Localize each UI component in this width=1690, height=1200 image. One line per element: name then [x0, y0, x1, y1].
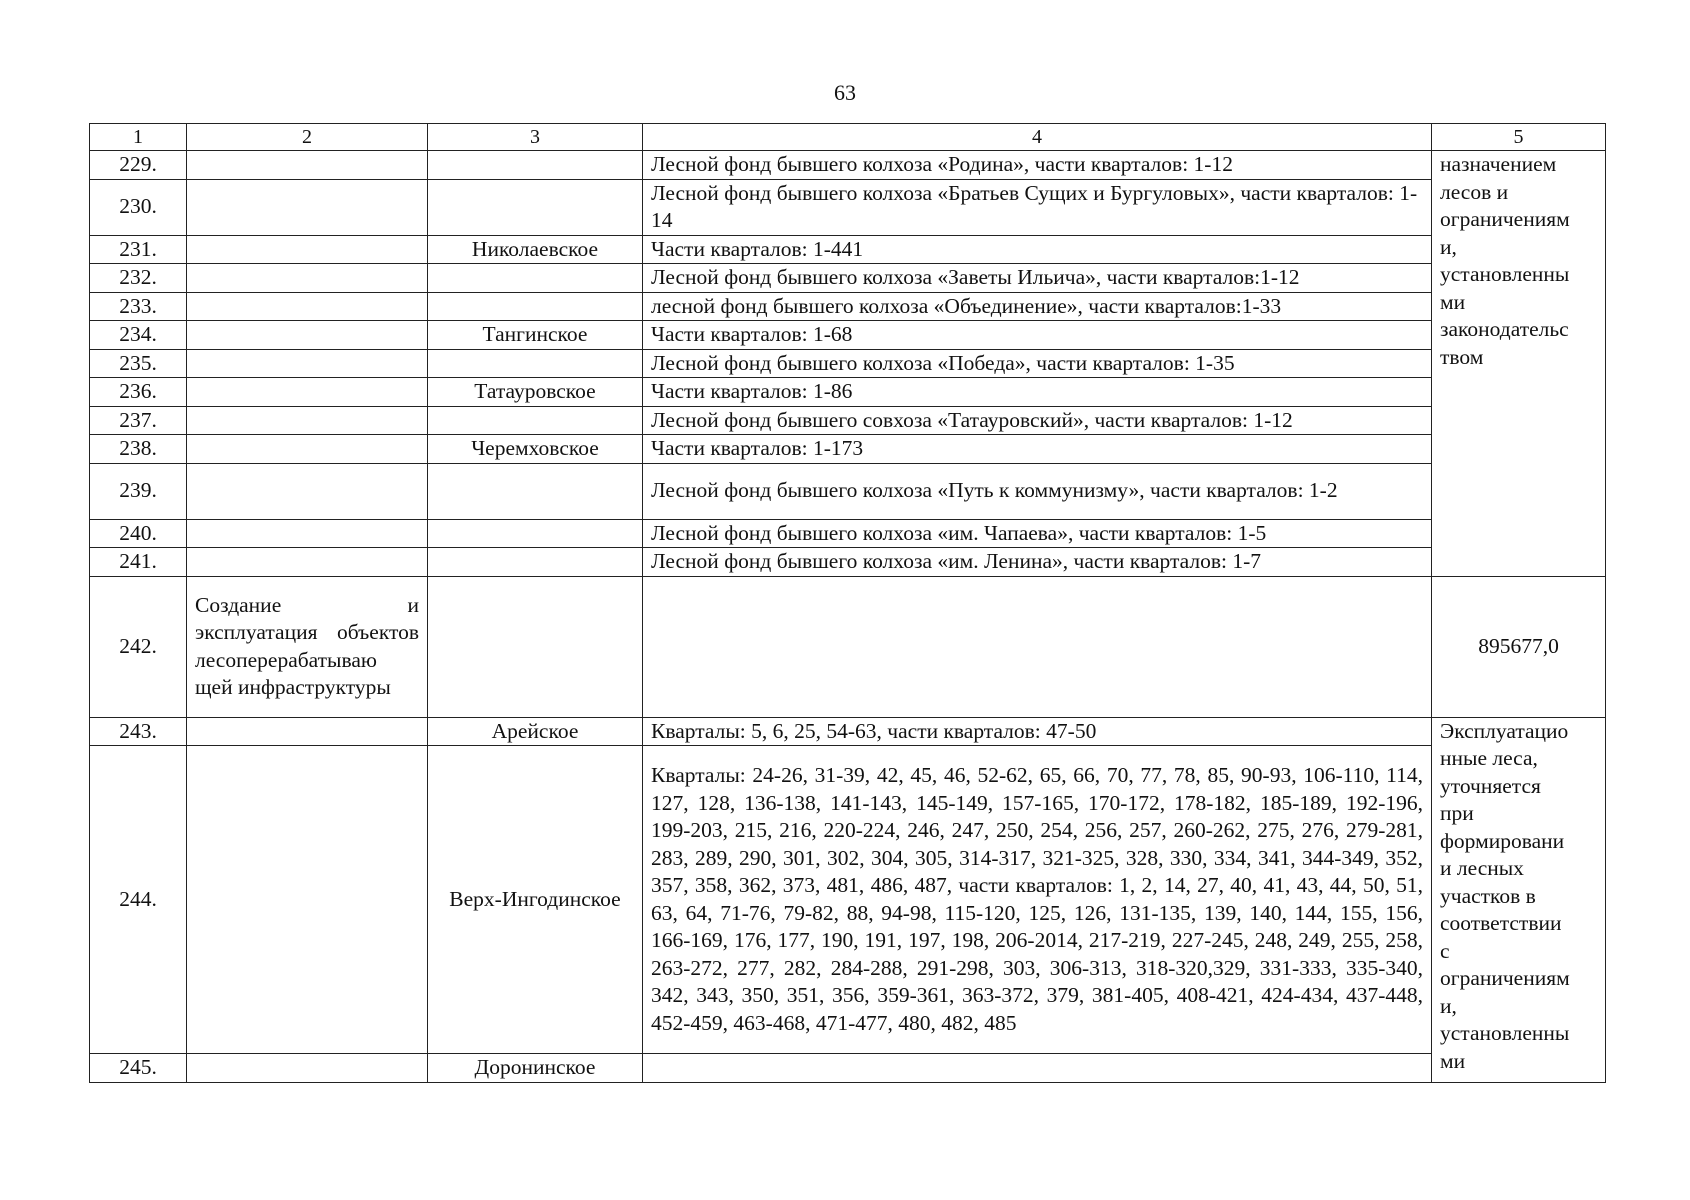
header-col-1: 1	[90, 124, 187, 151]
quarters-cell: лесной фонд бывшего колхоза «Объединение», части кварталов:1-33	[643, 292, 1432, 321]
table-row	[90, 1054, 1606, 1083]
table-row	[90, 179, 1606, 235]
row-number: 234.	[90, 321, 187, 350]
purpose-cell	[187, 576, 428, 717]
purpose-cell	[187, 519, 428, 548]
quarters-cell: Кварталы: 24-26, 31-39, 42, 45, 46, 52-62, 65, 66, 70, 77, 78, 85, 90-93, 106-110, 114, 127, 128, 136-138, 141-143, 145-149, 157-165, 170-172, 178-182, 185-189, 192-196, 199-203, 215, 216, 220-224, 246, 247, 250, 254, 256, 257, 260-262, 275, 276, 279-281, 283, 289, 290, 301, 302, 304, 305, 314-317, 321-325, 328, 330, 334, 341, 344-349, 352, 357, 358, 362, 373, 481, 486, 487, части кварталов: 1, 2, 14, 27, 40, 41, 43, 44, 50, 51, 63, 64, 71-76, 79-82, 88, 94-98, 115-120, 125, 126, 131-135, 139, 140, 144, 155, 156, 166-169, 176, 177, 190, 191, 197, 198, 206-2014, 217-219, 227-245, 248, 249, 255, 258, 263-272, 277, 282, 284-288, 291-298, 303, 306-313, 318-320,329, 331-333, 335-340, 342, 343, 350, 351, 356, 359-361, 363-372, 379, 381-405, 408-421, 424-434, 437-448, 452-459, 463-468, 471-477, 480, 482, 485	[643, 746, 1432, 1054]
row-number: 230.	[90, 179, 187, 235]
purpose-cell	[187, 321, 428, 350]
header-row	[90, 124, 1606, 151]
quarters-cell	[643, 1054, 1432, 1083]
purpose-cell	[187, 378, 428, 407]
row-number: 232.	[90, 264, 187, 293]
row-number: 231.	[90, 235, 187, 264]
note-line: и,	[1440, 234, 1457, 259]
purpose-cell	[187, 746, 428, 1054]
table-row	[90, 576, 1606, 717]
quarters-cell: Лесной фонд бывшего колхоза «Братьев Сущих и Бургуловых», части кварталов: 1-14	[643, 179, 1432, 235]
forestry-cell: Черемховское	[428, 435, 643, 464]
purpose-first-line	[195, 592, 419, 620]
purpose-word: и	[407, 592, 419, 617]
row-number: 245.	[90, 1054, 187, 1083]
note-line: нные леса,	[1440, 746, 1538, 770]
quarters-cell: Лесной фонд бывшего совхоза «Татауровский», части кварталов: 1-12	[643, 406, 1432, 435]
note-line: Эксплуатацио	[1440, 718, 1569, 743]
forestry-cell: Верх-Ингодинское	[428, 746, 643, 1054]
restrictions-note-bottom	[1432, 717, 1606, 1082]
note-line: установленны	[1440, 262, 1570, 286]
forestry-cell	[428, 548, 643, 577]
note-line: формировани	[1440, 828, 1565, 853]
note-line: ми	[1440, 289, 1466, 314]
purpose-rest: эксплуатация объектов лесоперерабатываю щей инфраструктуры	[195, 620, 419, 699]
note-line: и лесных	[1440, 856, 1524, 880]
forestry-cell	[428, 349, 643, 378]
forestry-cell: Татауровское	[428, 378, 643, 407]
forestry-cell	[428, 406, 643, 435]
purpose-cell	[187, 717, 428, 746]
header-col-2: 2	[187, 124, 428, 151]
quarters-cell: Лесной фонд бывшего колхоза «им. Чапаева», части кварталов: 1-5	[643, 519, 1432, 548]
table-row	[90, 378, 1606, 407]
note-line: уточняется	[1440, 773, 1541, 798]
forestry-cell	[428, 519, 643, 548]
row-number: 233.	[90, 292, 187, 321]
note-line: установленны	[1440, 1021, 1570, 1045]
header-col-5: 5	[1432, 124, 1606, 151]
quarters-cell	[643, 576, 1432, 717]
purpose-cell	[187, 463, 428, 519]
purpose-cell	[187, 1054, 428, 1083]
forestry-cell	[428, 264, 643, 293]
purpose-cell	[187, 179, 428, 235]
forestry-cell	[428, 292, 643, 321]
note-line: и,	[1440, 993, 1457, 1018]
quarters-cell: Лесной фонд бывшего колхоза «им. Ленина», части кварталов: 1-7	[643, 548, 1432, 577]
note-line: ограничениям	[1440, 207, 1570, 231]
header-col-3: 3	[428, 124, 643, 151]
purpose-cell	[187, 235, 428, 264]
table-row	[90, 264, 1606, 293]
row-number: 237.	[90, 406, 187, 435]
table-row	[90, 717, 1606, 746]
restrictions-note-top	[1432, 151, 1606, 577]
page-number: 63	[834, 80, 856, 105]
row-number: 238.	[90, 435, 187, 464]
note-line: законодательс	[1440, 317, 1569, 341]
row-number: 240.	[90, 519, 187, 548]
row-number: 241.	[90, 548, 187, 577]
row-number: 242.	[90, 576, 187, 717]
row-number: 229.	[90, 151, 187, 180]
quarters-cell: Лесной фонд бывшего колхоза «Путь к коммунизму», части кварталов: 1-2	[643, 463, 1432, 519]
note-line: с	[1440, 938, 1450, 963]
forestry-cell: Арейское	[428, 717, 643, 746]
quarters-cell: Части кварталов: 1-86	[643, 378, 1432, 407]
quarters-cell: Части кварталов: 1-68	[643, 321, 1432, 350]
row-number: 239.	[90, 463, 187, 519]
row-number: 235.	[90, 349, 187, 378]
purpose-cell	[187, 548, 428, 577]
quarters-cell: Части кварталов: 1-173	[643, 435, 1432, 464]
note-line: участков в	[1440, 883, 1536, 908]
table-row	[90, 435, 1606, 464]
header-col-4: 4	[643, 124, 1432, 151]
table-row	[90, 235, 1606, 264]
forestry-cell: Николаевское	[428, 235, 643, 264]
forest-table	[89, 123, 1606, 1083]
note-line: лесов и	[1440, 179, 1509, 204]
note-line: соответствии	[1440, 911, 1562, 935]
forestry-cell: Доронинское	[428, 1054, 643, 1083]
table-row	[90, 151, 1606, 180]
note-line: при	[1440, 801, 1474, 825]
purpose-cell	[187, 435, 428, 464]
purpose-cell	[187, 292, 428, 321]
note-line: назначением	[1440, 152, 1557, 176]
quarters-cell: Лесной фонд бывшего колхоза «Заветы Ильича», части кварталов:1-12	[643, 264, 1432, 293]
note-line: ограничениям	[1440, 966, 1570, 990]
table-row	[90, 406, 1606, 435]
table-row	[90, 321, 1606, 350]
table-row	[90, 292, 1606, 321]
purpose-cell	[187, 264, 428, 293]
table-row	[90, 463, 1606, 519]
forestry-cell	[428, 576, 643, 717]
purpose-cell	[187, 151, 428, 180]
forestry-cell	[428, 179, 643, 235]
note-line: твом	[1440, 344, 1484, 369]
forestry-cell	[428, 463, 643, 519]
forestry-cell: Тангинское	[428, 321, 643, 350]
row-number: 244.	[90, 746, 187, 1054]
quarters-cell: Лесной фонд бывшего колхоза «Родина», части кварталов: 1-12	[643, 151, 1432, 180]
table-row	[90, 548, 1606, 577]
table-row	[90, 519, 1606, 548]
purpose-cell	[187, 349, 428, 378]
quarters-cell: Лесной фонд бывшего колхоза «Победа», части кварталов: 1-35	[643, 349, 1432, 378]
purpose-cell	[187, 406, 428, 435]
table-row	[90, 746, 1606, 1054]
area-value: 895677,0	[1432, 576, 1606, 717]
note-line: ми	[1440, 1048, 1466, 1073]
table-row	[90, 349, 1606, 378]
forestry-cell	[428, 151, 643, 180]
purpose-word: Создание	[195, 592, 282, 617]
quarters-cell: Кварталы: 5, 6, 25, 54-63, части кварталов: 47-50	[643, 717, 1432, 746]
row-number: 243.	[90, 717, 187, 746]
row-number: 236.	[90, 378, 187, 407]
quarters-cell: Части кварталов: 1-441	[643, 235, 1432, 264]
